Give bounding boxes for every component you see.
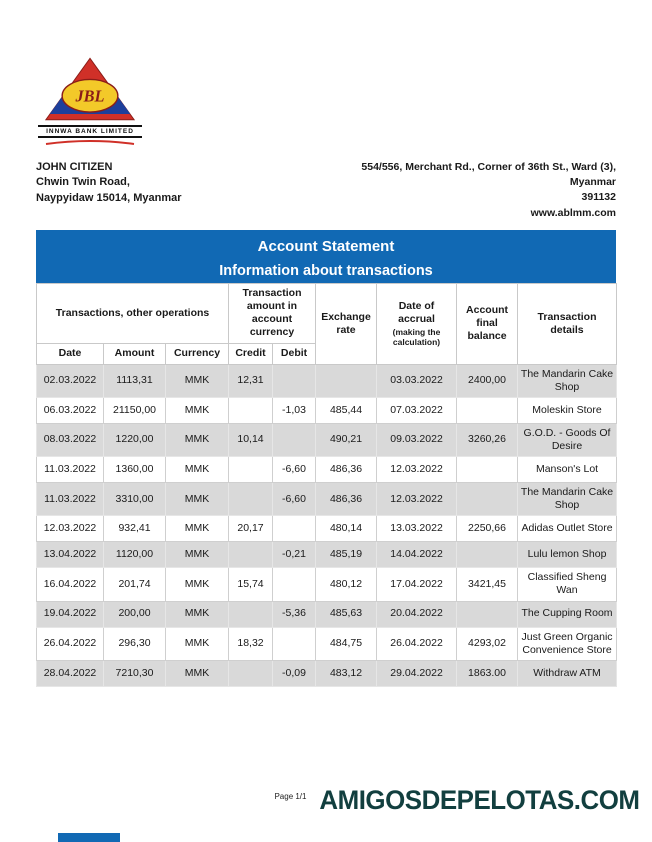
txn-currency: MMK bbox=[166, 364, 229, 397]
txn-final-balance: 3260,26 bbox=[457, 423, 518, 456]
statement-title-band bbox=[36, 230, 616, 288]
txn-credit bbox=[229, 483, 273, 516]
txn-credit bbox=[229, 542, 273, 568]
txn-credit: 10,14 bbox=[229, 423, 273, 456]
txn-date: 11.03.2022 bbox=[37, 457, 104, 483]
header-debit: Debit bbox=[273, 343, 316, 364]
txn-debit: -6,60 bbox=[273, 483, 316, 516]
txn-currency: MMK bbox=[166, 542, 229, 568]
txn-accrual-date: 14.04.2022 bbox=[377, 542, 457, 568]
txn-accrual-date: 03.03.2022 bbox=[377, 364, 457, 397]
txn-details: The Mandarin Cake Shop bbox=[518, 364, 617, 397]
txn-amount: 200,00 bbox=[104, 601, 166, 627]
txn-details: Moleskin Store bbox=[518, 397, 617, 423]
address-row bbox=[36, 160, 616, 221]
txn-final-balance bbox=[457, 542, 518, 568]
txn-credit bbox=[229, 397, 273, 423]
txn-exchange-rate: 485,19 bbox=[316, 542, 377, 568]
watermark-text: AMIGOSDEPELOTAS.COM bbox=[319, 785, 640, 815]
customer-address bbox=[36, 160, 182, 206]
txn-final-balance: 4293,02 bbox=[457, 627, 518, 660]
txn-date: 11.03.2022 bbox=[37, 483, 104, 516]
transaction-row bbox=[37, 601, 617, 627]
txn-credit bbox=[229, 457, 273, 483]
transaction-row bbox=[37, 660, 617, 686]
transaction-row bbox=[37, 568, 617, 601]
txn-debit bbox=[273, 423, 316, 456]
txn-accrual-date: 17.04.2022 bbox=[377, 568, 457, 601]
txn-currency: MMK bbox=[166, 516, 229, 542]
customer-address-line2: Naypyidaw 15014, Myanmar bbox=[36, 191, 182, 204]
txn-credit: 20,17 bbox=[229, 516, 273, 542]
txn-accrual-date: 13.03.2022 bbox=[377, 516, 457, 542]
page-footer bbox=[274, 785, 640, 816]
txn-exchange-rate bbox=[316, 364, 377, 397]
transaction-row bbox=[37, 423, 617, 456]
txn-date: 13.04.2022 bbox=[37, 542, 104, 568]
txn-final-balance: 1863.00 bbox=[457, 660, 518, 686]
txn-details: Lulu lemon Shop bbox=[518, 542, 617, 568]
header-credit: Credit bbox=[229, 343, 273, 364]
txn-amount: 3310,00 bbox=[104, 483, 166, 516]
txn-details: The Mandarin Cake Shop bbox=[518, 483, 617, 516]
txn-currency: MMK bbox=[166, 601, 229, 627]
txn-credit bbox=[229, 660, 273, 686]
txn-currency: MMK bbox=[166, 568, 229, 601]
txn-details: Withdraw ATM bbox=[518, 660, 617, 686]
txn-date: 06.03.2022 bbox=[37, 397, 104, 423]
txn-debit bbox=[273, 627, 316, 660]
statement-title: Account Statement bbox=[257, 238, 395, 255]
statement-subtitle: Information about transactions bbox=[219, 263, 433, 279]
txn-final-balance bbox=[457, 483, 518, 516]
txn-date: 19.04.2022 bbox=[37, 601, 104, 627]
transaction-row bbox=[37, 483, 617, 516]
txn-accrual-date: 07.03.2022 bbox=[377, 397, 457, 423]
txn-final-balance: 3421,45 bbox=[457, 568, 518, 601]
txn-amount: 1360,00 bbox=[104, 457, 166, 483]
page-number: Page 1/1 bbox=[274, 792, 307, 801]
txn-accrual-date: 12.03.2022 bbox=[377, 457, 457, 483]
transaction-row bbox=[37, 516, 617, 542]
customer-address-line1: Chwin Twin Road, bbox=[36, 176, 130, 189]
txn-credit: 12,31 bbox=[229, 364, 273, 397]
txn-credit: 15,74 bbox=[229, 568, 273, 601]
txn-date: 08.03.2022 bbox=[37, 423, 104, 456]
header-transactions-group: Transactions, other operations bbox=[37, 284, 229, 344]
header-exchange-rate: Exchange rate bbox=[316, 284, 377, 365]
txn-final-balance bbox=[457, 457, 518, 483]
txn-amount: 1113,31 bbox=[104, 364, 166, 397]
transaction-row bbox=[37, 364, 617, 397]
transaction-row bbox=[37, 627, 617, 660]
next-page-edge bbox=[58, 833, 120, 842]
transaction-row bbox=[37, 457, 617, 483]
txn-currency: MMK bbox=[166, 457, 229, 483]
txn-exchange-rate: 480,14 bbox=[316, 516, 377, 542]
txn-final-balance bbox=[457, 397, 518, 423]
txn-currency: MMK bbox=[166, 483, 229, 516]
bank-website: www.ablmm.com bbox=[530, 206, 616, 219]
txn-exchange-rate: 485,63 bbox=[316, 601, 377, 627]
transactions-table bbox=[36, 283, 617, 687]
transaction-row bbox=[37, 542, 617, 568]
txn-date: 26.04.2022 bbox=[37, 627, 104, 660]
txn-currency: MMK bbox=[166, 397, 229, 423]
txn-amount: 7210,30 bbox=[104, 660, 166, 686]
txn-exchange-rate: 480,12 bbox=[316, 568, 377, 601]
txn-date: 16.04.2022 bbox=[37, 568, 104, 601]
bank-logo-emblem bbox=[42, 56, 138, 124]
logo-monogram: JBL bbox=[75, 86, 105, 106]
txn-debit bbox=[273, 516, 316, 542]
txn-amount: 296,30 bbox=[104, 627, 166, 660]
bank-address-line1: 554/556, Merchant Rd., Corner of 36th St., Ward (3), bbox=[361, 161, 616, 173]
txn-currency: MMK bbox=[166, 423, 229, 456]
header-currency: Currency bbox=[166, 343, 229, 364]
header-date: Date bbox=[37, 343, 104, 364]
header-details: Transaction details bbox=[518, 284, 617, 365]
txn-debit: -5,36 bbox=[273, 601, 316, 627]
txn-accrual-date: 20.04.2022 bbox=[377, 601, 457, 627]
header-date-accrual-note: (making the calculation) bbox=[392, 326, 441, 348]
header-amount: Amount bbox=[104, 343, 166, 364]
txn-debit bbox=[273, 364, 316, 397]
txn-exchange-rate: 485,44 bbox=[316, 397, 377, 423]
bank-name: INNWA BANK LIMITED bbox=[38, 125, 142, 138]
txn-credit bbox=[229, 601, 273, 627]
txn-exchange-rate: 483,12 bbox=[316, 660, 377, 686]
txn-currency: MMK bbox=[166, 627, 229, 660]
bank-address-line2: Myanmar bbox=[569, 176, 616, 189]
txn-currency: MMK bbox=[166, 660, 229, 686]
txn-date: 02.03.2022 bbox=[37, 364, 104, 397]
txn-details: Adidas Outlet Store bbox=[518, 516, 617, 542]
txn-debit: -1,03 bbox=[273, 397, 316, 423]
txn-accrual-date: 26.04.2022 bbox=[377, 627, 457, 660]
bank-logo bbox=[38, 56, 142, 146]
logo-underline bbox=[42, 138, 138, 146]
txn-accrual-date: 09.03.2022 bbox=[377, 423, 457, 456]
txn-amount: 21150,00 bbox=[104, 397, 166, 423]
txn-exchange-rate: 490,21 bbox=[316, 423, 377, 456]
txn-final-balance: 2400,00 bbox=[457, 364, 518, 397]
txn-details: The Cupping Room bbox=[518, 601, 617, 627]
transaction-row bbox=[37, 397, 617, 423]
txn-amount: 1120,00 bbox=[104, 542, 166, 568]
customer-name: JOHN CITIZEN bbox=[36, 161, 113, 173]
txn-final-balance bbox=[457, 601, 518, 627]
txn-accrual-date: 29.04.2022 bbox=[377, 660, 457, 686]
txn-exchange-rate: 486,36 bbox=[316, 457, 377, 483]
header-txn-amount-group: Transaction amount in account currency bbox=[229, 284, 316, 344]
txn-date: 12.03.2022 bbox=[37, 516, 104, 542]
txn-credit: 18,32 bbox=[229, 627, 273, 660]
txn-debit: -6,60 bbox=[273, 457, 316, 483]
bank-postal-code: 391132 bbox=[581, 191, 616, 204]
bank-address bbox=[361, 160, 616, 221]
txn-details: Just Green Organic Convenience Store bbox=[518, 627, 617, 660]
txn-amount: 201,74 bbox=[104, 568, 166, 601]
txn-exchange-rate: 484,75 bbox=[316, 627, 377, 660]
txn-amount: 1220,00 bbox=[104, 423, 166, 456]
transactions-body bbox=[37, 364, 617, 686]
txn-date: 28.04.2022 bbox=[37, 660, 104, 686]
txn-details: Manson's Lot bbox=[518, 457, 617, 483]
txn-debit: -0,09 bbox=[273, 660, 316, 686]
txn-debit bbox=[273, 568, 316, 601]
txn-amount: 932,41 bbox=[104, 516, 166, 542]
txn-details: G.O.D. - Goods Of Desire bbox=[518, 423, 617, 456]
txn-debit: -0,21 bbox=[273, 542, 316, 568]
header-date-accrual bbox=[377, 284, 457, 365]
header-final-balance: Account final balance bbox=[457, 284, 518, 365]
txn-details: Classified Sheng Wan bbox=[518, 568, 617, 601]
header-date-accrual-main: Date of accrual bbox=[398, 299, 435, 325]
txn-exchange-rate: 486,36 bbox=[316, 483, 377, 516]
txn-accrual-date: 12.03.2022 bbox=[377, 483, 457, 516]
txn-final-balance: 2250,66 bbox=[457, 516, 518, 542]
